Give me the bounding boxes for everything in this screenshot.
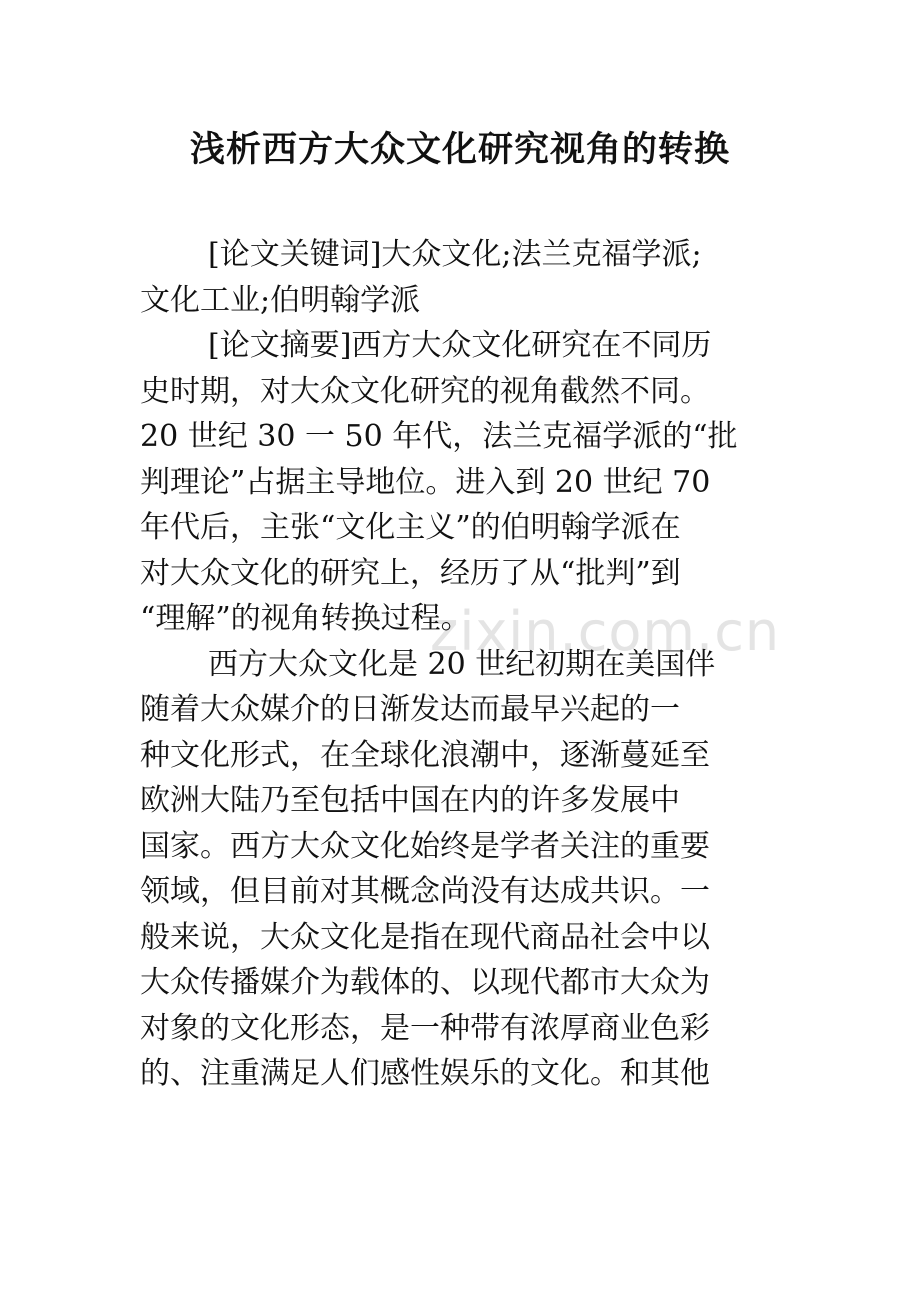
abstract-line: “理解”的视角转换过程。	[140, 601, 471, 636]
abstract-line: 20 世纪 30 一 50 年代，法兰克福学派的“批	[140, 419, 738, 454]
abstract-line: 判理论”占据主导地位。进入到 20 世纪 70	[140, 464, 711, 500]
paragraph-line: 的、注重满足人们感性娱乐的文化。和其他	[140, 1056, 710, 1091]
paragraph-line: 随着大众媒介的日渐发达而最早兴起的一	[140, 692, 680, 727]
keywords-line-continued: 文化工业;伯明翰学派	[140, 282, 421, 318]
paragraph-line: 西方大众文化是 20 世纪初期在美国伴	[208, 646, 716, 682]
paragraph-line: 领域，但目前对其概念尚没有达成共识。一	[140, 874, 710, 909]
paragraph-line: 欧洲大陆乃至包括中国在内的许多发展中	[140, 783, 680, 818]
paragraph-line: 般来说，大众文化是指在现代商品社会中以	[140, 919, 710, 955]
abstract-line: 对大众文化的研究上，经历了从“批判”到	[140, 555, 681, 591]
abstract-line: [论文摘要]西方大众文化研究在不同历	[208, 328, 712, 363]
document-title: 浅析西方大众文化研究视角的转换	[189, 130, 730, 170]
keywords-line: [论文关键词]大众文化;法兰克福学派;	[208, 237, 702, 272]
paragraph-line: 种文化形式，在全球化浪潮中，逐渐蔓延至	[140, 737, 710, 773]
watermark: zixin.com.cn	[430, 600, 781, 663]
paragraph-line: 对象的文化形态，是一种带有浓厚商业色彩	[140, 1010, 710, 1046]
abstract-line: 年代后，主张“文化主义”的伯明翰学派在	[140, 510, 681, 545]
paragraph-line: 国家。西方大众文化始终是学者关注的重要	[140, 828, 710, 864]
abstract-line: 史时期，对大众文化研究的视角截然不同。	[140, 373, 710, 409]
paragraph-line: 大众传播媒介为载体的、以现代都市大众为	[140, 965, 710, 1000]
document-body	[140, 232, 790, 1097]
